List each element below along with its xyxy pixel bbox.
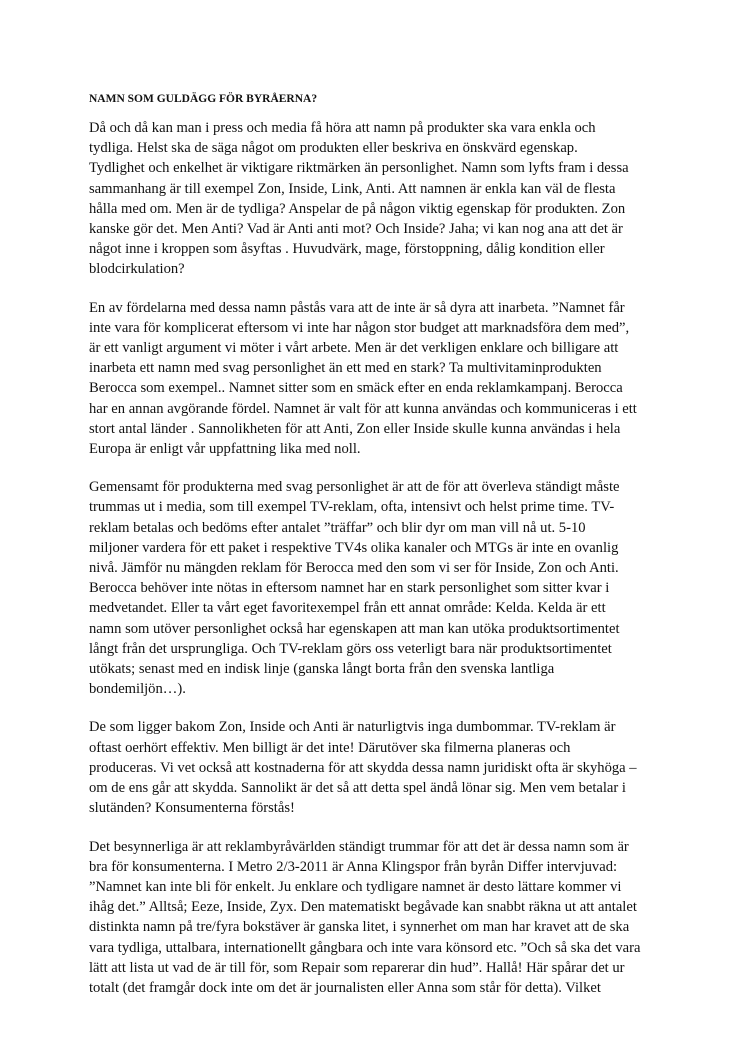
- text-line: totalt (det framgår dock inte om det är journalisten eller Anna som står för detta). Vilket: [89, 979, 601, 996]
- text-line: En av fördelarna med dessa namn påstås vara att de inte är så dyra att inarbeta. ”Namnet får: [89, 299, 625, 316]
- paragraph-1: [89, 118, 659, 280]
- text-line: om de ens går att skydda. Sannolikt är det så att detta spel ändå lönar sig. Men vem betalar i: [89, 780, 626, 797]
- text-line: slutänden? Konsumenterna förstås!: [89, 800, 295, 817]
- text-line: trummas ut i media, som till exempel TV-reklam, ofta, intensivt och helst prime time. TV-: [89, 499, 615, 516]
- text-line: är ett vanligt argument vi möter i vårt arbete. Men är det verkligen enklare och billigare att: [89, 340, 619, 357]
- text-line: namn som utöver personlighet också har egenskapen att man kan utöka produktsortimentet: [89, 620, 620, 637]
- text-line: vara tydliga, uttalbara, internationellt gångbara och inte vara könsord etc. ”Och så ska det vara: [89, 939, 641, 956]
- text-line: sammanhang är till exempel Zon, Inside, Link, Anti. Att namnen är enkla kan väl de flesta: [89, 180, 616, 197]
- text-line: Gemensamt för produkterna med svag personlighet är att de för att överleva ständigt måste: [89, 479, 620, 496]
- document-body: [89, 91, 659, 1016]
- text-line: nivå. Jämför nu mängden reklam för Berocca med den som vi ser för Inside, Zon och Anti.: [89, 560, 619, 577]
- text-line: Berocca som exempel.. Namnet sitter som en smäck efter en enda reklamkampanj. Berocca: [89, 380, 623, 397]
- paragraph-5: [89, 837, 659, 999]
- text-line: stort antal länder . Sannolikheten för att Anti, Zon eller Inside skulle kunna användas i hela: [89, 420, 621, 437]
- text-line: bra för konsumenterna. I Metro 2/3-2011 är Anna Klingspor från byrån Differ intervjuvad:: [89, 858, 618, 875]
- text-line: bondemiljön…).: [89, 681, 186, 698]
- text-line: Europa är enligt vår uppfattning lika med noll.: [89, 441, 361, 458]
- text-line: inte vara för komplicerat eftersom vi inte har någon stor budget att marknadsföra dem med”,: [89, 319, 630, 336]
- paragraph-3: [89, 477, 659, 699]
- paragraph-2: [89, 298, 659, 460]
- text-line: distinkta namn på tre/fyra bokstäver är ganska litet, i synnerhet om man har kravet att de ska: [89, 919, 630, 936]
- text-line: något inne i kroppen som åsyftas . Huvudvärk, mage, förstoppning, dålig kondition eller: [89, 241, 605, 258]
- text-line: lätt att lista ut vad de är till för, som Repair som reparerar din hud”. Hallå! Här spårar det ur: [89, 959, 625, 976]
- text-line: Då och då kan man i press och media få höra att namn på produkter ska vara enkla och: [89, 120, 596, 136]
- text-line: oftast oerhört effektiv. Men billigt är det inte! Därutöver ska filmerna planeras och: [89, 739, 571, 756]
- text-line: långt från det ursprungliga. Och TV-reklam görs oss veterligt bara när produktsortimentet: [89, 640, 612, 657]
- text-line: miljoner vardera för ett paket i respektive TV4s olika kanaler och MTGs är inte en ovanlig: [89, 539, 619, 556]
- text-line: inarbeta ett namn med svag personlighet än ett med en stark? Ta multivitaminprodukten: [89, 360, 602, 377]
- text-line: produceras. Vi vet också att kostnaderna för att skydda dessa namn juridiskt ofta är skyhöga –: [89, 759, 637, 776]
- text-line: ihåg det.” Alltså; Eeze, Inside, Zyx. Den matematiskt begåvade kan snabbt räkna ut att antalet: [89, 899, 637, 916]
- text-line: hålla med om. Men är de tydliga? Anspelar de på någon viktig egenskap för produkten. Zon: [89, 200, 626, 217]
- text-line: medvetandet. Eller ta vårt eget favoritexempel från ett annat område: Kelda. Kelda är ett: [89, 600, 606, 617]
- text-line: Det besynnerliga är att reklambyråvärlden ständigt trummar för att det är dessa namn som är: [89, 838, 629, 855]
- text-line: De som ligger bakom Zon, Inside och Anti är naturligtvis inga dumbommar. TV-reklam är: [89, 719, 616, 736]
- text-line: tydliga. Helst ska de säga något om produkten eller beskriva en önskvärd egenskap.: [89, 140, 578, 157]
- document-title: NAMN SOM GULDÄGG FÖR BYRÅERNA?: [89, 93, 318, 105]
- text-line: kanske gör det. Men Anti? Vad är Anti anti mot? Och Inside? Jaha; vi kan nog ana att det är: [89, 221, 623, 238]
- text-line: blodcirkulation?: [89, 261, 185, 278]
- text-line: reklam betalas och bedöms efter antalet ”träffar” och blir dyr om man vill nå ut. 5-10: [89, 519, 586, 536]
- text-line: har en annan avgörande fördel. Namnet är valt för att kunna användas och kommuniceras i ett: [89, 400, 637, 417]
- text-line: Tydlighet och enkelhet är viktigare riktmärken än personlighet. Namn som lyfts fram i dessa: [89, 160, 629, 177]
- text-line: utökats; senast med en indisk linje (ganska långt borta från den svenska lantliga: [89, 661, 555, 678]
- paragraph-4: [89, 717, 659, 818]
- text-line: Berocca behöver inte nötas in eftersom namnet har en stark personlighet som sitter kvar i: [89, 580, 610, 597]
- text-line: ”Namnet kan inte bli för enkelt. Ju enklare och tydligare namnet är desto lättare kommer vi: [89, 878, 622, 895]
